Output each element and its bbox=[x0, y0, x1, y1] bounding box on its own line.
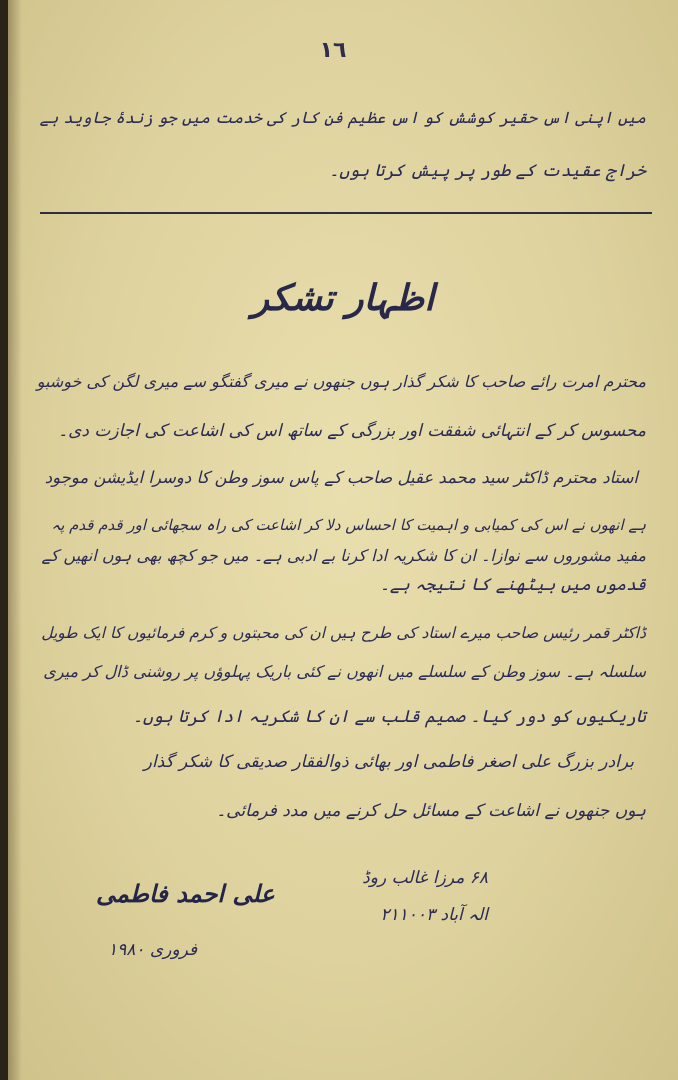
dedication-line-2: خراج عقیدت کے طور پر پیش کرتا ہوں۔ bbox=[329, 161, 646, 181]
address-line-1: ۶۸ مرزا غالب روڈ bbox=[362, 868, 488, 888]
para3-line-3: تاریکیوں کو دور کیا۔ صمیم قلب سے ان کا شکریہ ادا کرتا ہوں۔ bbox=[132, 707, 646, 727]
section-divider bbox=[40, 212, 652, 214]
para1-line-1: محترم امرت رائے صاحب کا شکر گذار ہوں جنھوں نے میری گفتگو سے میری لگن کی خوشبو bbox=[36, 372, 646, 391]
para3-line-1: ڈاکٹر قمر رئیس صاحب میرے استاد کی طرح ہیں ان کی محبتوں و کرم فرمائیوں کا ایک طویل bbox=[41, 624, 646, 642]
para2-line-4: قدموں میں بیٹھنے کا نتیجہ ہے۔ bbox=[379, 575, 646, 595]
signature-name: علی احمد فاطمی bbox=[96, 880, 275, 908]
para2-line-2: ہے انھوں نے اس کی کمیابی و اہمیت کا احساس دلا کر اشاعت کی راہ سجھائی اور قدم قدم پہ bbox=[51, 516, 646, 534]
para4-line-1: برادر بزرگ علی اصغر فاطمی اور بھائی ذوالفقار صدیقی کا شکر گذار bbox=[143, 752, 634, 772]
signature-date: فروری ۱۹۸۰ bbox=[108, 940, 198, 960]
acknowledgement-heading: اظہار تشکر bbox=[251, 278, 435, 319]
address-line-2: الہ آباد ۲۱۱۰۰۳ bbox=[380, 905, 488, 925]
para2-line-1: استاد محترم ڈاکٹر سید محمد عقیل صاحب کے پاس سوز وطن کا دوسرا ایڈیشن موجود bbox=[44, 468, 638, 487]
para2-line-3: مفید مشوروں سے نوازا۔ ان کا شکریہ ادا کرنا بے ادبی ہے۔ میں جو کچھ بھی ہوں انھیں کے bbox=[41, 546, 646, 565]
page-number: ١٦ bbox=[319, 38, 347, 63]
book-page bbox=[8, 0, 678, 1080]
para4-line-2: ہوں جنھوں نے اشاعت کے مسائل حل کرنے میں مدد فرمائی۔ bbox=[216, 801, 646, 821]
para1-line-2: محسوس کر کے انتہائی شفقت اور بزرگی کے ساتھ اس کی اشاعت کی اجازت دی۔ bbox=[58, 421, 646, 441]
dedication-line-1: میں اپنی اس حقیر کوشش کو اس عظیم فن کار کی خدمت میں جو زندۂ جاوید ہے bbox=[39, 108, 646, 127]
para3-line-2: سلسلہ ہے۔ سوز وطن کے سلسلے میں انھوں نے کئی باریک پہلوؤں پر روشنی ڈال کر میری bbox=[43, 662, 646, 681]
